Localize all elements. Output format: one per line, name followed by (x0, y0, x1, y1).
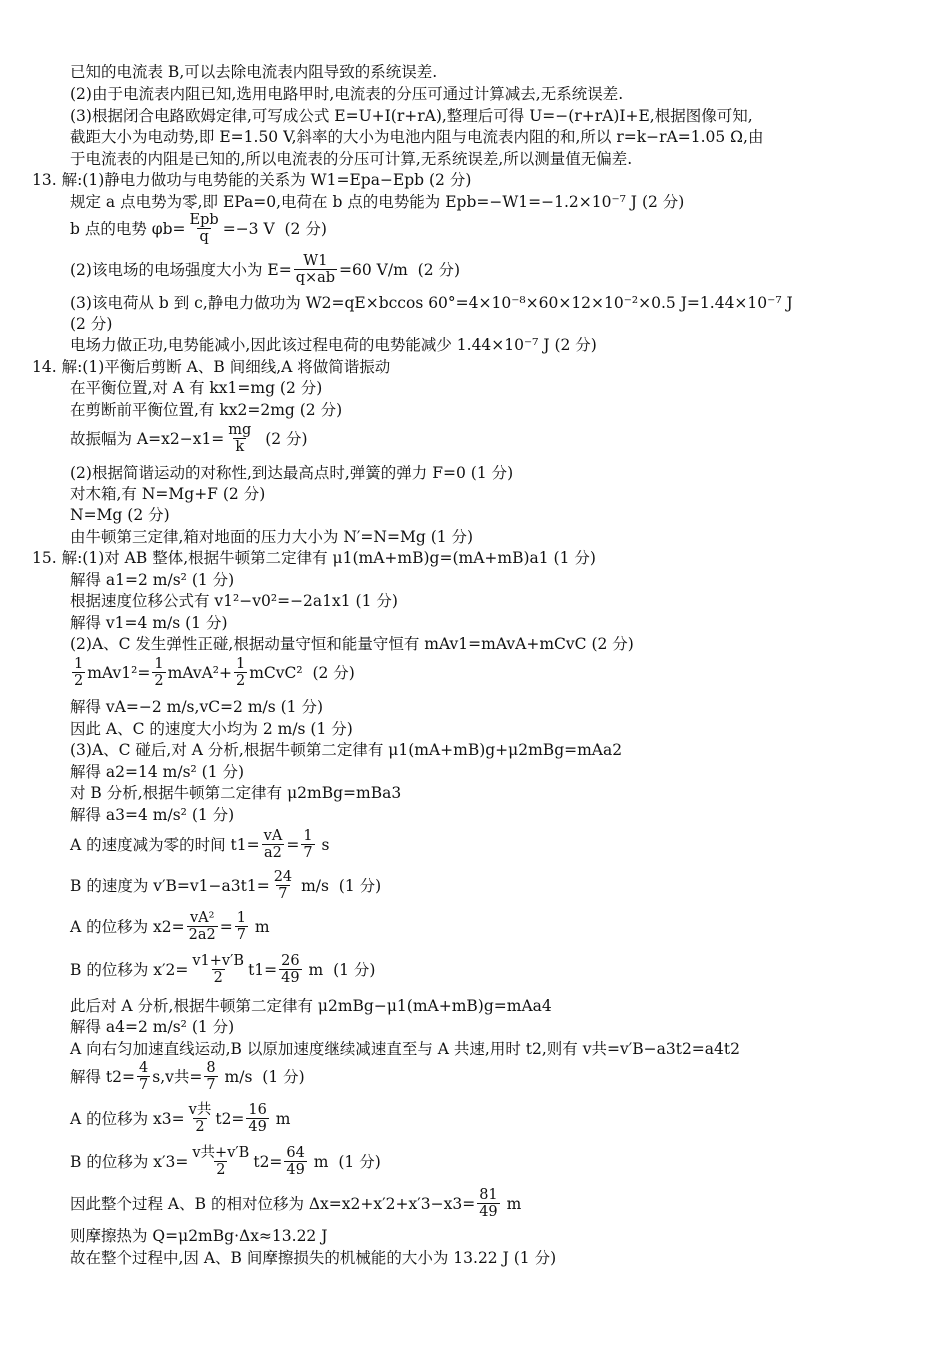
fraction (152, 656, 165, 689)
text-line: (3)该电荷从 b 到 c,静电力做功为 W2=qE×bccos 60°=4×10⁻⁸×60×12×10⁻²×0.5 J=1.44×10⁻⁷ J (70, 294, 793, 312)
text-line: 在平衡位置,对 A 有 kx1=mg (2 分) (70, 379, 323, 397)
text-line: 在剪断前平衡位置,有 kx2=2mg (2 分) (70, 401, 343, 419)
numerator: 1 (74, 656, 84, 672)
text-line: 此后对 A 分析,根据牛顿第二定律有 μ2mBg−μ1(mA+mB)g=mAa4 (70, 997, 552, 1015)
text-line: 解得 v1=4 m/s (1 分) (70, 614, 228, 632)
text: m (270, 1109, 291, 1128)
denominator: 7 (206, 1077, 216, 1093)
denominator: 2a2 (188, 927, 216, 943)
denominator: 2 (154, 673, 164, 689)
problem-14-heading: 14. 解:(1)平衡后剪断 A、B 间细线,A 将做简谐振动 (32, 358, 391, 376)
text-line: 解得 a1=2 m/s² (1 分) (70, 571, 235, 589)
numerator: 26 (281, 953, 300, 969)
denominator: 7 (236, 927, 246, 943)
text: m (501, 1194, 522, 1213)
problem-13-heading: 13. 解:(1)静电力做功与电势能的关系为 W1=Epa−Epb (2 分) (32, 171, 472, 189)
fraction (137, 1060, 150, 1093)
text-line: N=Mg (2 分) (70, 506, 170, 524)
fraction (262, 828, 285, 861)
text: mAv1²= (87, 663, 151, 682)
text-line: 规定 a 点电势为零,即 EPa=0,电荷在 b 点的电势能为 Epb=−W1=−1.2×10⁻⁷ J (2 分) (70, 193, 685, 211)
text: (2 分) (255, 429, 308, 448)
formula-line (70, 1060, 305, 1093)
numerator: 8 (206, 1060, 216, 1076)
text: s,v共= (152, 1067, 203, 1086)
denominator: 49 (286, 1162, 305, 1178)
fraction (272, 869, 294, 902)
numerator: 16 (248, 1102, 267, 1118)
text: t1= (248, 960, 278, 979)
numerator: 4 (139, 1060, 149, 1076)
problem-15-heading: 15. 解:(1)对 AB 整体,根据牛顿第二定律有 μ1(mA+mB)g=(mA+mB)a1 (1 分) (32, 549, 596, 567)
numerator: v1+v′B (192, 953, 245, 969)
denominator: 7 (139, 1077, 149, 1093)
denominator: 49 (248, 1119, 267, 1135)
fraction (284, 1145, 306, 1178)
text: b 点的电势 φb= (70, 219, 186, 238)
numerator: mg (228, 422, 252, 438)
denominator: a2 (264, 845, 282, 861)
text-line: 根据速度位移公式有 v1²−v0²=−2a1x1 (1 分) (70, 592, 398, 610)
fraction (204, 1060, 217, 1093)
fraction (226, 422, 253, 455)
text: m (1 分) (308, 1152, 381, 1171)
text-line: 截距大小为电动势,即 E=1.50 V,斜率的大小为电池内阻与电流表内阻的和,所以 r=k−rA=1.05 Ω,由 (70, 128, 764, 146)
fraction (477, 1187, 499, 1220)
text: mCvC² (2 分) (249, 663, 355, 682)
numerator: W1 (303, 253, 328, 269)
text: B 的速度为 v′B=v1−a3t1= (70, 876, 270, 895)
text: = (286, 835, 300, 854)
text-line: 电场力做正功,电势能减小,因此该过程电荷的电势能减少 1.44×10⁻⁷ J (2 分) (70, 336, 597, 354)
text: t2= (215, 1109, 245, 1128)
numerator: 1 (303, 828, 313, 844)
text: A 的速度减为零的时间 t1= (70, 835, 260, 854)
denominator: 2 (213, 970, 223, 986)
fraction (235, 910, 248, 943)
text: m (1 分) (303, 960, 376, 979)
text-line: 则摩擦热为 Q=μ2mBg·Δx≈13.22 J (70, 1227, 328, 1245)
text-line: 解得 vA=−2 m/s,vC=2 m/s (1 分) (70, 698, 324, 716)
numerator: v共 (188, 1102, 212, 1118)
fraction (279, 953, 301, 986)
formula-line (70, 910, 270, 943)
denominator: 2 (216, 1162, 226, 1178)
fraction (190, 953, 246, 986)
text-line: 故在整个过程中,因 A、B 间摩擦损失的机械能的大小为 13.22 J (1 分) (70, 1249, 557, 1267)
text: s (316, 835, 330, 854)
numerator: Epb (189, 212, 219, 228)
text: =−3 V (2 分) (222, 219, 327, 238)
text: = (219, 917, 233, 936)
text-line: 解得 a3=4 m/s² (1 分) (70, 806, 235, 824)
text-line: (3)根据闭合电路欧姆定律,可写成公式 E=U+I(r+rA),整理后可得 U=−(r+rA)I+E,根据图像可知, (70, 107, 753, 125)
text: B 的位移为 x′2= (70, 960, 189, 979)
formula-line (70, 212, 327, 245)
numerator: 81 (479, 1187, 498, 1203)
text-line: (2)根据简谐运动的对称性,到达最高点时,弹簧的弹力 F=0 (1 分) (70, 464, 514, 482)
denominator: q×ab (295, 270, 336, 286)
text: (2)该电场的电场强度大小为 E= (70, 260, 292, 279)
fraction (188, 212, 221, 245)
fraction (187, 910, 218, 943)
text: mAvA²+ (167, 663, 232, 682)
formula-line (70, 1187, 521, 1220)
text: m/s (1 分) (296, 876, 382, 895)
text-line: 对 B 分析,根据牛顿第二定律有 μ2mBg=mBa3 (70, 784, 402, 802)
text-line: (3)A、C 碰后,对 A 分析,根据牛顿第二定律有 μ1(mA+mB)g+μ2mBg=mAa2 (70, 741, 623, 759)
text: 解得 t2= (70, 1067, 136, 1086)
text-line: 于电流表的内阻是已知的,所以电流表的分压可计算,无系统误差,所以测量值无偏差. (70, 150, 633, 168)
text: 因此整个过程 A、B 的相对位移为 Δx=x2+x′2+x′3−x3= (70, 1194, 476, 1213)
text: t2= (253, 1152, 283, 1171)
formula-line (70, 253, 460, 286)
denominator: 2 (195, 1119, 205, 1135)
fraction (190, 1145, 251, 1178)
denominator: 2 (235, 673, 246, 689)
numerator: vA (263, 828, 283, 844)
text: m/s (1 分) (219, 1067, 305, 1086)
numerator: 1 (236, 910, 246, 926)
formula-line (70, 1102, 291, 1135)
text-line: 已知的电流表 B,可以去除电流表内阻导致的系统误差. (70, 63, 438, 81)
denominator: 2 (74, 673, 84, 689)
text-line: 解得 a4=2 m/s² (1 分) (70, 1018, 235, 1036)
text: B 的位移为 x′3= (70, 1152, 189, 1171)
formula-line (70, 953, 375, 986)
numerator: 1 (235, 656, 246, 672)
numerator: 24 (273, 869, 293, 885)
numerator: 1 (154, 656, 164, 672)
text-line: 解得 a2=14 m/s² (1 分) (70, 763, 245, 781)
text-line: (2)由于电流表内阻已知,选用电路甲时,电流表的分压可通过计算减去,无系统误差. (70, 85, 624, 103)
numerator: 64 (286, 1145, 305, 1161)
fraction (294, 253, 337, 286)
formula-line (70, 422, 308, 455)
text: m (249, 917, 270, 936)
formula-line (70, 656, 355, 689)
text-line: 由牛顿第三定律,箱对地面的压力大小为 N′=N=Mg (1 分) (70, 528, 474, 546)
formula-line (70, 869, 381, 902)
denominator: 49 (281, 970, 300, 986)
text: =60 V/m (2 分) (339, 260, 461, 279)
denominator: 49 (479, 1204, 498, 1220)
fraction (246, 1102, 268, 1135)
numerator: v共+v′B (192, 1145, 250, 1161)
fraction (234, 656, 247, 689)
formula-line (70, 1145, 381, 1178)
fraction (187, 1102, 214, 1135)
text: 故振幅为 A=x2−x1= (70, 429, 225, 448)
fraction (301, 828, 314, 861)
denominator: k (235, 439, 245, 455)
text-line: 因此 A、C 的速度大小均为 2 m/s (1 分) (70, 720, 353, 738)
fraction (72, 656, 85, 689)
text-line: (2 分) (70, 315, 113, 333)
text-line: A 向右匀加速直线运动,B 以原加速度继续减速直至与 A 共速,用时 t2,则有 v共=v′B−a3t2=a4t2 (70, 1040, 740, 1058)
text-line: (2)A、C 发生弹性正碰,根据动量守恒和能量守恒有 mAv1=mAvA+mCvC (2 分) (70, 635, 634, 653)
text-line: 对木箱,有 N=Mg+F (2 分) (70, 485, 266, 503)
formula-line (70, 828, 329, 861)
text: A 的位移为 x3= (70, 1109, 185, 1128)
text: A 的位移为 x2= (70, 917, 185, 936)
denominator: q (199, 229, 209, 245)
denominator: 7 (278, 886, 288, 902)
denominator: 7 (303, 845, 313, 861)
numerator: vA² (189, 910, 215, 926)
